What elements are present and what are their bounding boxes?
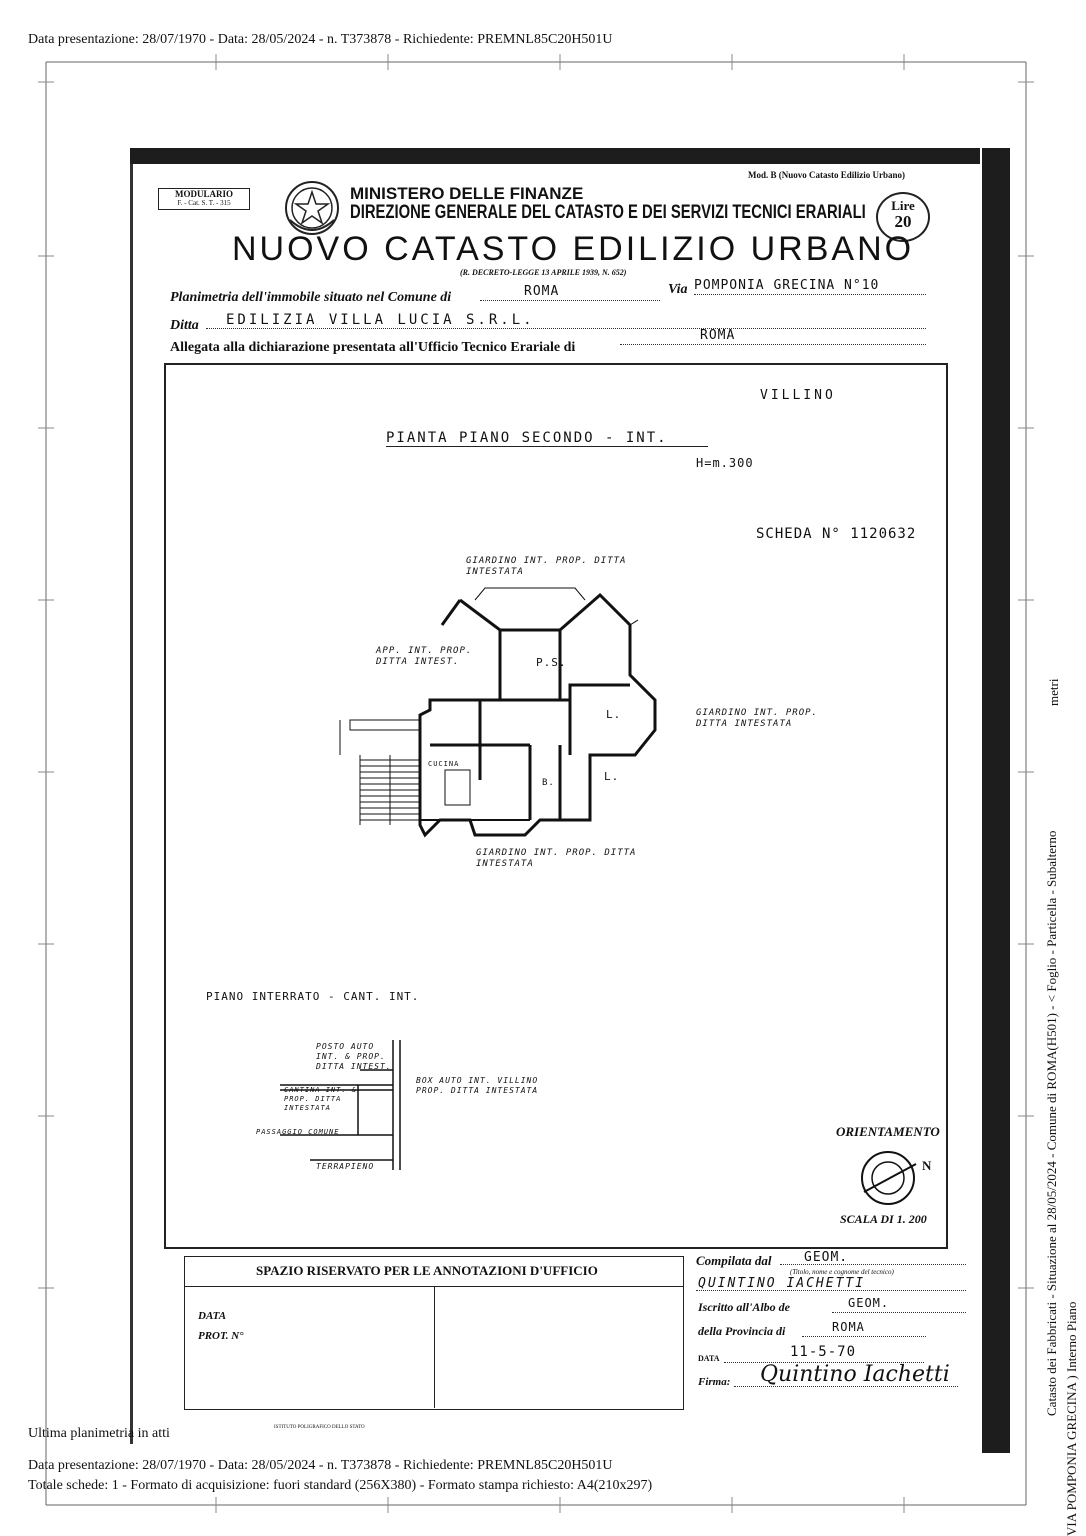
direzione-label: DIREZIONE GENERALE DEL CATASTO E DEI SERVIZI TECNICI ERARIALI bbox=[350, 202, 866, 223]
lire-value: 20 bbox=[894, 212, 912, 231]
via-line bbox=[694, 294, 926, 295]
room-l2-label: L. bbox=[604, 770, 620, 783]
height-label: H=m.300 bbox=[696, 456, 754, 470]
cantina-label: CANTINA INT. & PROP. DITTA INTESTATA bbox=[284, 1086, 358, 1112]
tecnico-line bbox=[696, 1290, 966, 1291]
scheda-label: SCHEDA N° 1120632 bbox=[756, 526, 917, 542]
ditta-line bbox=[206, 328, 926, 329]
provincia-label: della Provincia di bbox=[698, 1324, 786, 1338]
orientamento-label: ORIENTAMENTO bbox=[836, 1124, 940, 1139]
box-auto-label: BOX AUTO INT. VILLINO PROP. DITTA INTESTATA bbox=[416, 1076, 539, 1095]
document-title: NUOVO CATASTO EDILIZIO URBANO bbox=[232, 230, 915, 268]
basement-drawing bbox=[250, 1030, 420, 1180]
ditta-label: Ditta bbox=[170, 318, 199, 333]
comune-value: ROMA bbox=[524, 284, 560, 299]
compilata-value: GEOM. bbox=[804, 1250, 849, 1265]
via-label: Via bbox=[668, 282, 688, 297]
giardino-top-label: GIARDINO INT. PROP. DITTA INTESTATA bbox=[466, 556, 627, 577]
footer-line-2: Totale schede: 1 - Formato di acquisizione: fuori standard (256X380) - Formato stampa richiesto: A4(210x297) bbox=[28, 1478, 653, 1493]
giardino-right-label: GIARDINO INT. PROP. DITTA INTESTATA bbox=[696, 708, 818, 729]
comune-line bbox=[480, 300, 660, 301]
posto-auto-label: POSTO AUTO INT. & PROP. DITTA INTEST. bbox=[316, 1042, 392, 1071]
scala-label: SCALA DI 1. 200 bbox=[840, 1212, 927, 1226]
room-ps-label: P.S. bbox=[536, 656, 567, 669]
compilata-label: Compilata dal bbox=[696, 1253, 772, 1268]
sheet-right-border bbox=[982, 148, 1010, 1453]
terrapieno-label: TERRAPIENO bbox=[316, 1162, 375, 1171]
tecnico-name: QUINTINO IACHETTI bbox=[698, 1276, 866, 1291]
side-metri-text: metri bbox=[1046, 678, 1061, 706]
modulario-box bbox=[158, 188, 250, 210]
mod-b-label: Mod. B (Nuovo Catasto Edilizio Urbano) bbox=[748, 170, 906, 180]
titolo-note: (Titolo, nome e cognome del tecnico) bbox=[790, 1268, 894, 1276]
lire-label: Lire bbox=[891, 198, 915, 213]
annotations-split bbox=[434, 1286, 435, 1408]
side-catasto-text: Catasto dei Fabbricati - Situazione al 28/05/2024 - Comune di ROMA(H501) - < Foglio - Particella - Subalterno bbox=[1044, 830, 1059, 1416]
footer-line-1: Data presentazione: 28/07/1970 - Data: 28/05/2024 - n. T373878 - Richiedente: PREMNL85C20H501U bbox=[28, 1458, 613, 1473]
data-sign-value: 11-5-70 bbox=[790, 1344, 857, 1360]
via-value: POMPONIA GRECINA N°10 bbox=[694, 278, 880, 293]
ministero-label: MINISTERO DELLE FINANZE bbox=[350, 184, 584, 203]
passaggio-label: PASSAGGIO COMUNE bbox=[256, 1128, 340, 1136]
firma-label: Firma: bbox=[698, 1376, 731, 1388]
ditta-value: EDILIZIA VILLA LUCIA S.R.L. bbox=[226, 312, 535, 328]
sheet-top-border bbox=[130, 148, 980, 164]
decree-note: (R. DECRETO-LEGGE 13 APRILE 1939, N. 652) bbox=[460, 268, 627, 277]
room-l1-label: L. bbox=[606, 708, 622, 721]
iscritto-label: Iscritto all'Albo de bbox=[698, 1300, 791, 1314]
modulario-label: MODULARIO bbox=[175, 189, 233, 199]
spazio-label: SPAZIO RISERVATO PER LE ANNOTAZIONI D'UFFICIO bbox=[256, 1263, 598, 1278]
data-label: DATA bbox=[198, 1310, 227, 1322]
piano-secondo-title: PIANTA PIANO SECONDO - INT. bbox=[386, 430, 708, 447]
modulario-code: F. - Cat. S. T. - 315 bbox=[177, 199, 231, 207]
istituto-label: ISTITUTO POLIGRAFICO DELLO STATO bbox=[274, 1425, 365, 1430]
planimetria-label: Planimetria dell'immobile situato nel Comune di bbox=[170, 290, 452, 305]
north-letter: N bbox=[922, 1158, 932, 1173]
room-cucina-label: CUCINA bbox=[428, 760, 460, 768]
allegata-label: Allegata alla dichiarazione presentata all'Ufficio Tecnico Erariale di bbox=[170, 340, 576, 355]
ultima-planimetria: Ultima planimetria in atti bbox=[28, 1426, 170, 1441]
header-line: Data presentazione: 28/07/1970 - Data: 28/05/2024 - n. T373878 - Richiedente: PREMNL85C20H501U bbox=[28, 32, 613, 47]
villino-label: VILLINO bbox=[760, 388, 836, 403]
ufficio-line bbox=[620, 344, 926, 345]
provincia-line bbox=[802, 1336, 926, 1337]
room-b-label: B. bbox=[542, 778, 555, 788]
side-via-text: VIA POMPONIA GRECINA ) Interno Piano bbox=[1064, 1301, 1079, 1536]
provincia-value: ROMA bbox=[832, 1320, 865, 1334]
ufficio-value: ROMA bbox=[700, 328, 736, 343]
sheet-left-edge bbox=[130, 164, 133, 1444]
data-sign-label: DATA bbox=[698, 1354, 720, 1363]
giardino-bottom-label: GIARDINO INT. PROP. DITTA INTESTATA bbox=[476, 848, 637, 869]
firma-signature: Quintino Iachetti bbox=[760, 1362, 950, 1387]
prot-label: PROT. N° bbox=[198, 1330, 244, 1342]
iscritto-line bbox=[832, 1312, 966, 1313]
piano-interrato-title: PIANO INTERRATO - CANT. INT. bbox=[206, 990, 420, 1003]
app-int-label: APP. INT. PROP. DITTA INTEST. bbox=[376, 646, 473, 667]
iscritto-value: GEOM. bbox=[848, 1296, 890, 1310]
north-arrow-icon bbox=[858, 1146, 938, 1210]
